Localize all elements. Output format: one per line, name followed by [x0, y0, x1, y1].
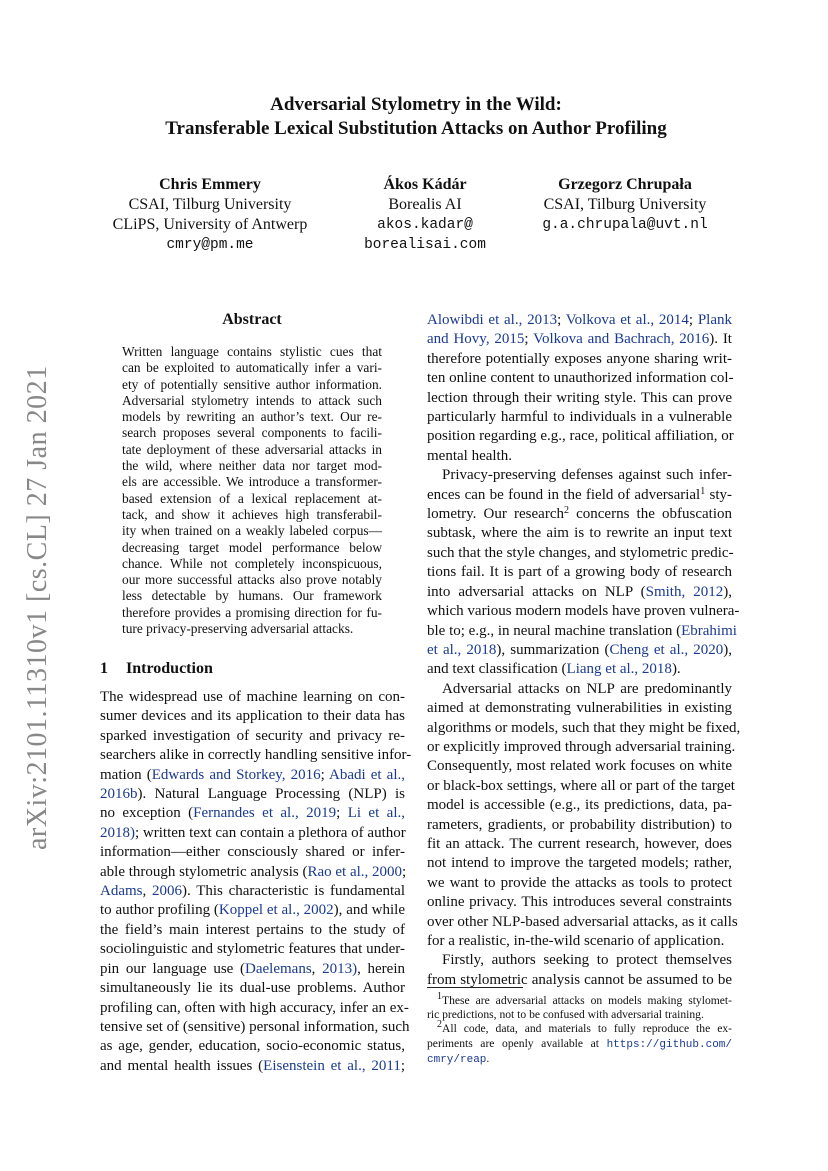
body-line: model is accessible (e.g., its predictions, data, pa- — [427, 797, 732, 814]
author-email[interactable]: cmry@pm.me — [166, 237, 254, 253]
abstract-line: based extension of a lexical replacement at- — [122, 490, 382, 506]
body-line: sumer devices and its application to their data has — [100, 708, 405, 725]
body-line: et al., 2018), summarization (Cheng et al., 2020), — [427, 641, 732, 658]
citation-link[interactable]: 2013) — [322, 960, 358, 977]
footnote-1 — [427, 991, 732, 1008]
arxiv-identifier[interactable]: arXiv:2101.11310v1 [cs.CL] 27 Jan 2021 — [22, 365, 53, 850]
footnote-1-cont: ric predictions, not to be confused with adversarial training. — [427, 1008, 704, 1022]
body-line: or explicitly improved through adversarial training. — [427, 738, 736, 755]
body-line: sociolinguistic and stylometric features that under- — [100, 941, 405, 958]
abstract-line: ture privacy-preserving adversarial attacks. — [122, 621, 354, 637]
footnote-text: All code, data, and materials to fully reproduce the ex- — [442, 1022, 732, 1036]
left-column-body — [100, 688, 412, 1076]
author-name: Grzegorz Chrupała — [558, 176, 692, 193]
body-line: Privacy-preserving defenses against such infer- — [442, 467, 732, 484]
citation-link[interactable]: Alowibdi et al., 2013 — [427, 312, 558, 328]
body-line — [427, 505, 732, 524]
author-2 — [340, 175, 510, 255]
citation-link[interactable]: and Hovy, 2015 — [427, 331, 525, 348]
abstract-line: less detectable by humans. Our framework — [122, 588, 382, 604]
author-1 — [100, 175, 320, 255]
citation-link[interactable]: Daelemans — [245, 960, 312, 977]
author-affiliation: Borealis AI — [388, 196, 462, 213]
body-line: The widespread use of machine learning on con- — [100, 689, 405, 705]
abstract-line: decreasing target model performance below — [122, 539, 382, 555]
footnote-marker[interactable]: 1 — [700, 485, 706, 497]
repo-url-link[interactable]: cmry/reap — [427, 1053, 487, 1066]
body-line: 2018); written text can contain a plethora of author — [100, 824, 406, 841]
citation-link[interactable]: Ebrahimi — [681, 622, 737, 639]
body-line: ble to; e.g., in neural machine translation (Ebrahimi — [427, 622, 737, 639]
body-line: and text classification (Liang et al., 2018). — [427, 661, 681, 678]
body-line: or black-box settings, where all or part of the target — [427, 777, 735, 794]
body-line: and mental health issues (Eisenstein et al., 2011; — [100, 1057, 405, 1074]
author-block — [100, 175, 732, 255]
body-line: no exception (Fernandes et al., 2019; Li et al., — [100, 805, 405, 822]
abstract-line: models by rewriting an author’s text. Our re- — [122, 409, 382, 425]
citation-link[interactable]: Plank — [697, 312, 733, 328]
body-line: online privacy. This introduces several constraints — [427, 894, 732, 911]
body-line: Adams, 2006). This characteristic is fundamental — [100, 883, 406, 900]
abstract-line: tate deployment of these adversarial attacks in — [122, 441, 382, 457]
body-line: which various modern models have proven vulnera- — [427, 603, 740, 620]
abstract-line: ety of potentially sensitive author information. — [122, 376, 382, 392]
author-name: Chris Emmery — [159, 176, 261, 193]
right-column-body — [427, 311, 741, 990]
citation-link[interactable]: Koppel et al., 2002 — [218, 902, 334, 919]
body-line: able through stylometric analysis (Rao et al., 2000; — [100, 863, 407, 880]
citation-link[interactable]: et al., 2018 — [427, 641, 497, 658]
body-line: mation (Edwards and Storkey, 2016; Abadi et al., — [100, 766, 406, 783]
repo-url-link[interactable]: https://github.com/ — [606, 1038, 732, 1051]
abstract-line: our more successful attacks also prove notably — [122, 572, 382, 588]
abstract-line: therefore provides a promising direction for fu- — [122, 604, 382, 620]
author-affiliation: CSAI, Tilburg University — [128, 196, 292, 213]
body-line: we want to provide the attacks as tools to protect — [427, 874, 732, 891]
author-email[interactable]: akos.kadar@ — [377, 217, 473, 233]
body-text: lometry. Our research — [427, 506, 564, 523]
body-line: for a realistic, in-the-wild scenario of application. — [427, 933, 725, 949]
body-line: pin our language use (Daelemans, 2013), herein — [100, 960, 406, 977]
title-line-1: Adversarial Stylometry in the Wild: — [270, 94, 562, 115]
abstract-line: els are accessible. We introduce a transformer- — [122, 474, 382, 490]
body-line: information—either consciously shared or infer- — [100, 844, 405, 861]
citation-link[interactable]: Liang et al., 2018 — [566, 661, 672, 678]
abstract-line: Adversarial stylometry intends to attack such — [122, 392, 382, 408]
body-line: over other NLP-based adversarial attacks, as it calls — [427, 913, 738, 930]
citation-link[interactable]: Smith, 2012 — [645, 583, 724, 600]
citation-link[interactable]: Volkova and Bachrach, 2016 — [533, 331, 710, 348]
footnote-marker[interactable]: 2 — [563, 505, 569, 517]
citation-link[interactable]: Edwards and Storkey, 2016 — [151, 766, 321, 783]
section-number: 1 — [100, 660, 108, 677]
body-line: simultaneously lie its dual-use problems. Author — [100, 980, 405, 997]
author-affiliation: CSAI, Tilburg University — [543, 196, 707, 213]
body-line: 2016b). Natural Language Processing (NLP) is — [100, 786, 405, 803]
paper-title — [100, 93, 732, 141]
body-line: such that the style changes, and stylometric predic- — [427, 544, 734, 561]
body-line: sparked investigation of security and privacy re- — [100, 727, 405, 744]
body-line: algorithms or models, such that they might be fixed, — [427, 719, 741, 736]
body-line: Firstly, authors seeking to protect themselves — [442, 952, 732, 969]
citation-link[interactable]: Li et al., — [347, 805, 405, 822]
body-text: concerns the obfuscation — [568, 506, 732, 523]
body-line: ten online content to unauthorized information col- — [427, 370, 734, 387]
body-line: fit an attack. The current research, however, does — [427, 835, 732, 852]
body-line: and Hovy, 2015; Volkova and Bachrach, 2016). It — [427, 331, 732, 348]
body-line: particularly harmful to individuals in a vulnerable — [427, 409, 732, 426]
body-line: aimed at demonstrating vulnerabilities in existing — [427, 700, 732, 717]
body-line — [427, 486, 732, 505]
body-line: Alowibdi et al., 2013; Volkova et al., 2014; Plank — [427, 312, 733, 328]
footnote-text: These are adversarial attacks on models making stylomet- — [442, 994, 732, 1007]
abstract-text — [122, 344, 382, 637]
citation-link[interactable]: Volkova et al., 2014 — [565, 312, 689, 328]
body-line: profiling can, often with high accuracy, infer an ex- — [100, 999, 409, 1016]
citation-link[interactable]: 2006 — [152, 883, 182, 900]
footnote-2-cont — [427, 1052, 732, 1067]
body-text: ences can be found in the field of adversarial — [427, 486, 701, 503]
abstract-line: can be exploited to automatically infer a vari- — [122, 360, 382, 376]
citation-link[interactable]: Eisenstein et al., 2011 — [263, 1057, 401, 1074]
body-line: position regarding e.g., race, political affiliation, or — [427, 428, 734, 445]
citation-link[interactable]: Adams — [100, 883, 143, 900]
section-heading-introduction — [100, 660, 213, 678]
abstract-line: search proposes several components to facili- — [122, 425, 382, 441]
body-line: therefore potentially exposes anyone sharing writ- — [427, 350, 732, 367]
title-line-2: Transferable Lexical Substitution Attacks on Author Profiling — [165, 118, 667, 139]
body-line: from stylometric analysis cannot be assumed to be — [427, 971, 732, 988]
footnote-2-cont — [427, 1037, 732, 1052]
section-title: Introduction — [126, 660, 213, 677]
body-line: tensive set of (sensitive) personal information, such — [100, 1018, 410, 1035]
author-affiliation: CLiPS, University of Antwerp — [112, 216, 308, 233]
body-line: into adversarial attacks on NLP (Smith, 2012), — [427, 583, 732, 600]
citation-link[interactable]: Rao et al., 2000 — [307, 863, 403, 880]
body-line: not intend to improve the targeted models; rather, — [427, 855, 732, 872]
citation-link[interactable]: 2018) — [100, 824, 135, 841]
citation-link[interactable]: Fernandes et al., 2019 — [193, 805, 337, 822]
body-line: as age, gender, education, socio-economic status, — [100, 1038, 405, 1055]
author-name: Ákos Kádár — [383, 176, 467, 193]
citation-link[interactable]: Abadi et al., — [329, 766, 406, 783]
abstract-line: ity when trained on a weakly labeled corpus— — [122, 523, 382, 539]
footnote-2 — [427, 1019, 732, 1036]
body-line: to author profiling (Koppel et al., 2002), and while — [100, 902, 405, 919]
body-line: lection through their writing style. This can prove — [427, 389, 732, 406]
body-line: mental health. — [427, 447, 512, 464]
body-line: Consequently, most related work focuses on white — [427, 758, 732, 775]
abstract-line: chance. While not completely inconspicuous, — [122, 555, 382, 571]
abstract-heading: Abstract — [222, 311, 282, 328]
body-line: Adversarial attacks on NLP are predominantly — [442, 680, 732, 697]
body-line: subtask, where the aim is to rewrite an input text — [427, 525, 732, 542]
footnote-number: 1 — [437, 991, 442, 1002]
author-email[interactable]: borealisai.com — [364, 237, 486, 253]
author-email[interactable]: g.a.chrupala@uvt.nl — [542, 217, 708, 233]
body-line: tions fail. It is part of a growing body of research — [427, 564, 732, 581]
footnotes — [427, 991, 732, 1067]
body-line: searchers alike in correctly handling sensitive infor- — [100, 747, 412, 764]
body-line: rameters, gradients, or probability distribution) to — [427, 816, 732, 833]
citation-link[interactable]: Cheng et al., 2020 — [609, 641, 724, 658]
citation-link[interactable]: 2016b — [100, 786, 138, 803]
author-3 — [520, 175, 730, 235]
body-text: sty- — [705, 486, 732, 503]
footnote-text: periments are openly available at — [427, 1036, 607, 1050]
footnote-divider — [427, 987, 523, 988]
abstract-line: Written language contains stylistic cues that — [122, 344, 382, 359]
abstract-line: tack, and show it achieves high transferabil- — [122, 506, 382, 522]
body-line: the field’s main interest pertains to the study of — [100, 921, 405, 938]
abstract-line: the wild, where neither data nor target mod- — [122, 458, 382, 474]
footnote-text: . — [486, 1051, 490, 1065]
footnote-number: 2 — [437, 1019, 442, 1031]
